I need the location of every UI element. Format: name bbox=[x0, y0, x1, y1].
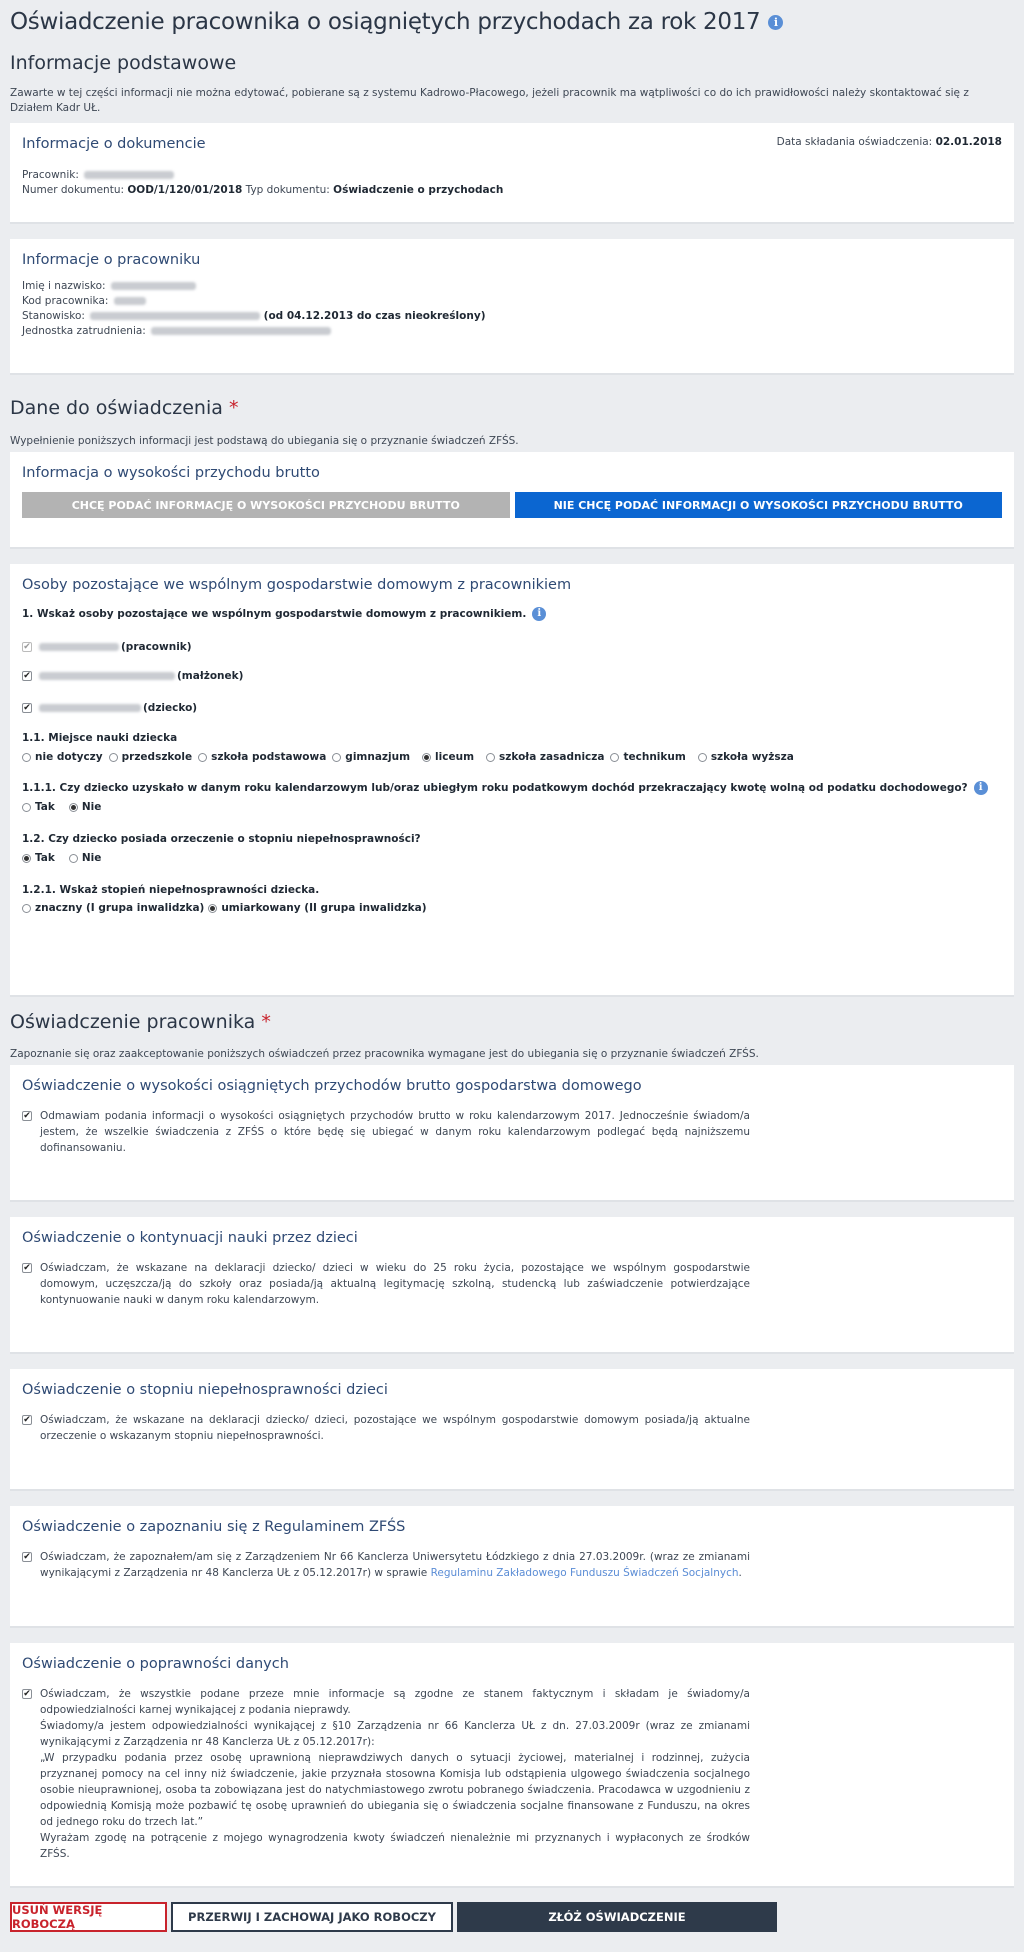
person-employee-checkbox[interactable]: ✔ bbox=[23, 641, 31, 652]
page-title bbox=[10, 0, 1014, 38]
person-role: (dziecko) bbox=[143, 702, 198, 714]
position-line bbox=[22, 309, 1002, 324]
position-label: Stanowisko: bbox=[22, 310, 85, 322]
document-type-value: Oświadczenie o przychodach bbox=[333, 184, 504, 196]
declaration-title: Oświadczenie o stopniu niepełnosprawności dzieci bbox=[22, 1382, 388, 1398]
employee-code-label: Kod pracownika: bbox=[22, 295, 109, 307]
radio-button[interactable] bbox=[22, 854, 31, 863]
required-mark: * bbox=[261, 1011, 271, 1033]
school-options bbox=[22, 751, 1002, 763]
declaration-correctness bbox=[10, 1643, 1014, 1888]
question-1-1-1 bbox=[22, 781, 1002, 795]
info-icon[interactable]: i bbox=[768, 15, 783, 30]
data-section-heading-text: Dane do oświadczenia bbox=[10, 397, 223, 419]
disability-options bbox=[22, 852, 1002, 864]
radio-button[interactable] bbox=[69, 854, 78, 863]
delete-draft-button[interactable]: USUŃ WERSJĘ ROBOCZĄ bbox=[10, 1902, 167, 1932]
declaration-paragraph: Świadomy/a jestem odpowiedzialności wynikającej z §10 Zarządzenia nr 66 Kanclerza UŁ z dn. 27.03.2009r (wraz ze zmianami wynikającymi z Zarządzenia nr 48 Kanclerza UŁ z 05.12.2017r): bbox=[40, 1720, 750, 1748]
submission-date-value: 02.01.2018 bbox=[935, 136, 1002, 148]
employee-line bbox=[22, 168, 1002, 183]
regulations-link[interactable]: Regulaminu Zakładowego Funduszu Świadczeń Socjalnych bbox=[430, 1567, 739, 1579]
school-option[interactable] bbox=[610, 751, 685, 763]
footer-actions bbox=[10, 1902, 1014, 1932]
option-label: Nie bbox=[81, 801, 102, 813]
declarations-heading-text: Oświadczenie pracownika bbox=[10, 1011, 256, 1033]
household-title: Osoby pozostające we wspólnym gospodarstwie domowym z pracownikiem bbox=[22, 577, 572, 593]
basic-info-heading: Informacje podstawowe bbox=[10, 52, 237, 74]
document-number-value: OOD/1/120/01/2018 bbox=[127, 184, 243, 196]
income-choice-buttons bbox=[22, 492, 1002, 518]
declaration-body bbox=[22, 1108, 1002, 1156]
radio-button[interactable] bbox=[610, 753, 619, 762]
school-option[interactable] bbox=[486, 751, 604, 763]
option-yes[interactable] bbox=[22, 852, 55, 864]
position-period: (od 04.12.2013 do czas nieokreślony) bbox=[263, 310, 486, 322]
option-label: Tak bbox=[35, 801, 55, 813]
school-option[interactable] bbox=[332, 751, 410, 763]
question-1-2: 1.2. Czy dziecko posiada orzeczenie o stopniu niepełnosprawności? bbox=[22, 833, 421, 845]
employee-info-title: Informacje o pracowniku bbox=[22, 252, 201, 268]
declaration-text-part: Oświadczam, że zapoznałem/am się z Zarządzeniem Nr 66 Kanclerza Uniwersytetu Łódzkiego z dnia 27.03.2009r. (wraz ze zmianami wynikającymi z Zarządzenia nr 48 Kanclerza UŁ z 05.12.2017r) w sprawie bbox=[40, 1551, 750, 1579]
income-info-title: Informacja o wysokości przychodu brutto bbox=[22, 465, 320, 481]
submission-date bbox=[777, 135, 1002, 150]
school-option[interactable] bbox=[422, 751, 474, 763]
declaration-paragraph: Wyrażam zgodę na potrącenie z mojego wynagrodzenia kwoty świadczeń nienależnie mi przyznanych i wypłaconych ze środków ZFŚS. bbox=[40, 1832, 750, 1860]
redacted-person-name bbox=[39, 704, 141, 712]
radio-button[interactable] bbox=[198, 753, 207, 762]
person-role: (małżonek) bbox=[177, 670, 244, 682]
option-label: nie dotyczy bbox=[35, 751, 103, 763]
school-option[interactable] bbox=[22, 751, 103, 763]
option-yes[interactable] bbox=[22, 801, 55, 813]
declaration-disability bbox=[10, 1369, 1014, 1491]
dont-want-give-income-button[interactable]: NIE CHCĘ PODAĆ INFORMACJI O WYSOKOŚCI PRZYCHODU BRUTTO bbox=[515, 492, 1003, 518]
page-title-text: Oświadczenie pracownika o osiągniętych przychodach za rok 2017 bbox=[10, 9, 761, 35]
degree-option[interactable] bbox=[208, 902, 426, 914]
income-info-panel bbox=[10, 452, 1014, 549]
declaration-checkbox[interactable]: ✔ bbox=[23, 1110, 31, 1121]
declaration-text-end: . bbox=[738, 1567, 742, 1579]
declaration-text: Oświadczam, że wskazane na deklaracji dziecko/ dzieci, pozostające we wspólnym gospodarstwie domowym posiada/ją aktualne orzeczenie o wskazanym stopniu niepełnosprawności. bbox=[40, 1414, 750, 1442]
data-section-desc: Wypełnienie poniższych informacji jest podstawą do ubiegania się o przyznanie świadczeń ZFŚS. bbox=[10, 435, 519, 447]
declaration-body bbox=[22, 1549, 1002, 1581]
person-role: (pracownik) bbox=[121, 641, 192, 653]
disability-degree-options bbox=[22, 902, 1002, 914]
option-label: szkoła podstawowa bbox=[211, 751, 327, 763]
question-1-1-1-text: 1.1.1. Czy dziecko uzyskało w danym roku kalendarzowym lub/oraz ubiegłym roku podatkowym dochód przekraczający kwotę wolną od podatku dochodowego? bbox=[22, 782, 968, 794]
redacted-position bbox=[90, 312, 260, 320]
submission-date-label: Data składania oświadczenia: bbox=[776, 136, 933, 148]
document-number-label: Numer dokumentu: bbox=[22, 184, 125, 196]
option-label: technikum bbox=[623, 751, 686, 763]
question-1 bbox=[22, 607, 1002, 621]
person-child[interactable] bbox=[22, 702, 1002, 714]
declaration-title: Oświadczenie o zapoznaniu się z Regulaminem ZFŚS bbox=[22, 1519, 406, 1535]
document-info-title: Informacje o dokumencie bbox=[22, 136, 206, 152]
declaration-regulations bbox=[10, 1506, 1014, 1628]
declaration-checkbox[interactable]: ✔ bbox=[23, 1551, 31, 1562]
data-section-heading bbox=[10, 397, 1014, 419]
option-label: Tak bbox=[35, 852, 55, 864]
employee-info-panel bbox=[10, 239, 1014, 375]
name-line bbox=[22, 279, 1002, 294]
employee-label: Pracownik: bbox=[22, 169, 79, 181]
redacted-employee-name bbox=[84, 171, 174, 179]
degree-option[interactable] bbox=[22, 902, 204, 914]
required-mark: * bbox=[228, 397, 239, 419]
submit-button[interactable]: ZŁÓŻ OŚWIADCZENIE bbox=[457, 1902, 777, 1932]
option-label: umiarkowany (II grupa inwalidzka) bbox=[221, 902, 427, 914]
radio-button[interactable] bbox=[422, 753, 431, 762]
declaration-body bbox=[22, 1686, 1002, 1862]
info-icon[interactable]: i bbox=[974, 781, 988, 795]
declaration-text: Odmawiam podania informacji o wysokości osiągniętych przychodów brutto w roku kalendarzowym 2017. Jednocześnie świadom/a jestem, że wszelkie świadczenia z ZFŚS o które będę się ubiegać w danym roku kalendarzowym podlegać będą najniższemu dofinansowaniu. bbox=[40, 1110, 750, 1154]
radio-button[interactable] bbox=[69, 803, 78, 812]
declaration-quote: „W przypadku podania przez osobę uprawnioną nieprawdziwych danych o sytuacji życiowej, materialnej i rodzinnej, zużycia przyznanej pomocy na cel inny niż świadczenie, jakie przyznała stosowna Komisja lub odstąpienia ulgowego świadczenia socjalnego osobie nieuprawnionej, osoba ta zobowiązana jest do natychmiastowego zwrotu pobranego świadczenia. Pracodawca w uzgodnieniu z odpowiednią Komisją może pozbawić tę osobę uprawnień do ubiegania się o świadczenia socjalne finansowane z Funduszu, na okres od jednego roku do trzech lat.” bbox=[40, 1752, 750, 1828]
redacted-name bbox=[111, 282, 196, 290]
school-option[interactable] bbox=[698, 751, 794, 763]
name-label: Imię i nazwisko: bbox=[22, 280, 106, 292]
redacted-person-name bbox=[39, 672, 175, 680]
radio-button[interactable] bbox=[698, 753, 707, 762]
declarations-heading bbox=[10, 1011, 1014, 1033]
option-label: Nie bbox=[81, 852, 102, 864]
school-option[interactable] bbox=[109, 751, 192, 763]
income-exceeded-options bbox=[22, 801, 1002, 813]
option-no[interactable] bbox=[69, 801, 102, 813]
person-spouse[interactable] bbox=[22, 670, 1002, 682]
unit-line bbox=[22, 324, 1002, 339]
declaration-checkbox[interactable]: ✔ bbox=[23, 1688, 31, 1699]
redacted-code bbox=[114, 297, 146, 305]
info-icon[interactable]: i bbox=[532, 607, 546, 621]
declaration-income bbox=[10, 1065, 1014, 1202]
document-number-line bbox=[22, 183, 1002, 198]
basic-info-desc: Zawarte w tej części informacji nie można edytować, pobierane są z systemu Kadrowo-Płacowego, jeżeli pracownik ma wątpliwości co do ich prawidłowości należy skontaktować się z Działem Kadr UŁ. bbox=[10, 87, 969, 114]
declaration-title: Oświadczenie o kontynuacji nauki przez dzieci bbox=[22, 1230, 358, 1246]
unit-label: Jednostka zatrudnienia: bbox=[22, 325, 146, 337]
radio-button[interactable] bbox=[109, 753, 118, 762]
radio-button[interactable] bbox=[332, 753, 341, 762]
save-draft-button[interactable]: PRZERWIJ I ZACHOWAJ JAKO ROBOCZY bbox=[171, 1902, 453, 1932]
question-1-1: 1.1. Miejsce nauki dziecka bbox=[22, 732, 178, 744]
want-give-income-button[interactable]: CHCĘ PODAĆ INFORMACJĘ O WYSOKOŚCI PRZYCHODU BRUTTO bbox=[22, 492, 510, 518]
document-info-panel bbox=[10, 123, 1014, 224]
declaration-text: Oświadczam, że wskazane na deklaracji dziecko/ dzieci w wieku do 25 roku życia, pozostające we wspólnym gospodarstwie domowym, uczęszcza/ją do szkoły oraz posiada/ją aktualną legitymację szkolną, studencką lub zaświadczenie potwierdzające kontynuowanie nauki w danym roku kalendarzowym. bbox=[40, 1262, 750, 1306]
radio-button[interactable] bbox=[22, 803, 31, 812]
person-employee[interactable] bbox=[22, 641, 1002, 653]
declaration-body bbox=[22, 1260, 1002, 1308]
radio-button[interactable] bbox=[22, 753, 31, 762]
option-label: znaczny (I grupa inwalidzka) bbox=[35, 902, 205, 914]
declaration-text bbox=[40, 1686, 750, 1862]
declaration-text bbox=[40, 1549, 750, 1581]
option-label: szkoła zasadnicza bbox=[499, 751, 605, 763]
declarations-desc: Zapoznanie się oraz zaakceptowanie poniższych oświadczeń przez pracownika wymagane jest do ubiegania się o przyznanie świadczeń ZFŚS. bbox=[10, 1048, 759, 1060]
declaration-checkbox[interactable]: ✔ bbox=[23, 1262, 31, 1273]
question-1-2-1: 1.2.1. Wskaż stopień niepełnosprawności dziecka. bbox=[22, 884, 320, 896]
household-panel bbox=[10, 564, 1014, 997]
radio-button[interactable] bbox=[22, 904, 31, 913]
redacted-unit bbox=[151, 327, 331, 335]
person-child-checkbox[interactable]: ✔ bbox=[23, 702, 31, 713]
option-label: przedszkole bbox=[121, 751, 193, 763]
option-no[interactable] bbox=[69, 852, 102, 864]
option-label: gimnazjum bbox=[345, 751, 411, 763]
declaration-title: Oświadczenie o wysokości osiągniętych przychodów brutto gospodarstwa domowego bbox=[22, 1078, 642, 1094]
declaration-title: Oświadczenie o poprawności danych bbox=[22, 1656, 289, 1672]
document-type-label: Typ dokumentu: bbox=[245, 184, 330, 196]
declaration-paragraph: Oświadczam, że wszystkie podane przeze mnie informacje są zgodne ze stanem faktycznym i składam je świadomy/a odpowiedzialności karnej wynikającej z podania nieprawdy. bbox=[40, 1688, 750, 1716]
question-1-text: 1. Wskaż osoby pozostające we wspólnym gospodarstwie domowym z pracownikiem. bbox=[22, 608, 527, 620]
person-spouse-checkbox[interactable]: ✔ bbox=[23, 670, 31, 681]
radio-button[interactable] bbox=[486, 753, 495, 762]
employee-code-line bbox=[22, 294, 1002, 309]
declaration-checkbox[interactable]: ✔ bbox=[23, 1414, 31, 1425]
option-label: szkoła wyższa bbox=[710, 751, 794, 763]
declaration-education bbox=[10, 1217, 1014, 1354]
declaration-body bbox=[22, 1412, 1002, 1444]
radio-button[interactable] bbox=[208, 904, 217, 913]
redacted-person-name bbox=[39, 643, 119, 651]
school-option[interactable] bbox=[198, 751, 326, 763]
option-label: liceum bbox=[435, 751, 475, 763]
